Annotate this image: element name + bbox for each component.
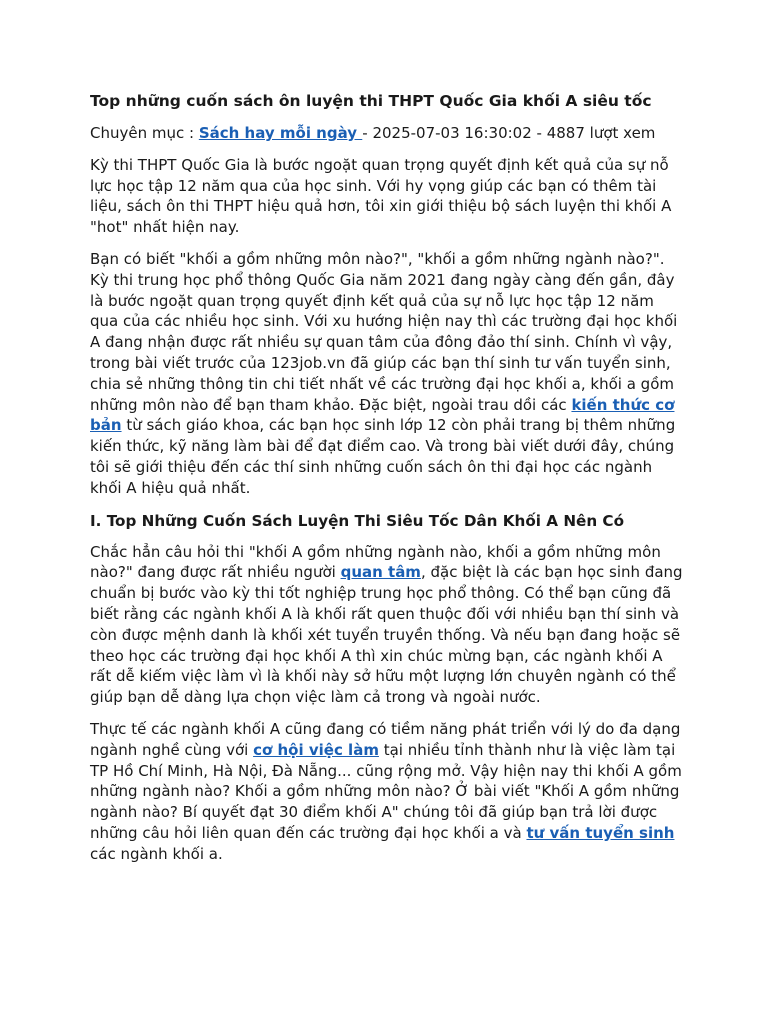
paragraph-3 [90, 542, 685, 708]
intro-paragraph: Kỳ thi THPT Quốc Gia là bước ngoặt quan trọng quyết định kết quả của sự nỗ lực học tập 12 năm qua của học sinh. Với hy vọng giúp các bạn có thêm tài liệu, sách ôn thi THPT hiệu quả hơn, tôi xin giới thiệu bộ sách luyện thi khối A "hot" nhất hiện nay. [90, 155, 672, 237]
paragraph-2 [90, 249, 685, 499]
article-title: Top những cuốn sách ôn luyện thi THPT Quốc Gia khối A siêu tốc [90, 92, 652, 110]
interest-link[interactable]: quan tâm [340, 563, 421, 582]
article-meta [90, 123, 685, 144]
section-1-heading: I. Top Những Cuốn Sách Luyện Thi Siêu Tốc Dân Khối A Nên Có [90, 511, 625, 530]
paragraph-4 [90, 719, 685, 865]
paragraph-2-text-1: Bạn có biết "khối a gồm những môn nào?", "khối a gồm những ngành nào?". Kỳ thi trung học phổ thông Quốc Gia năm 2021 đang ngày càng đến gần, đây là bước ngoặt quan trọng quyết định kết quả của sự nỗ lực học tập 12 năm qua của các nhiều học sinh. Với xu hướng hiện nay thì các trường đại học khối A đang nhận được rất nhiều sự quan tâm của đông đảo thí sinh. Chính vì vậy, trong bài viết trước của 123job.vn đã giúp các bạn thí sinh tư vấn tuyển sinh, chia sẻ những thông tin chi tiết nhất về các trường đại học khối a, khối a gồm những môn nào để bạn tham khảo. Đặc biệt, ngoài trau dồi các [90, 249, 678, 414]
category-label: Chuyên mục : [90, 124, 199, 142]
date-views: - 2025-07-03 16:30:02 - 4887 lượt xem [362, 124, 656, 142]
paragraph-4-text-1: Thực tế các ngành khối A cũng đang có tiềm năng phát triển với lý do đa dạng ngành nghề cùng với [90, 719, 681, 759]
job-opportunity-link[interactable]: cơ hội việc làm [253, 740, 379, 759]
paragraph-4-text-3: các ngành khối a. [90, 844, 223, 863]
paragraph-3-text-2: , đặc biệt là các bạn học sinh đang chuẩn bị bước vào kỳ thi tốt nghiệp trung học phổ thông. Có thể bạn cũng đã biết rằng các ngành khối A là khối rất quen thuộc đối với nhiều bạn thí sinh và còn được mệnh danh là khối xét tuyển truyền thống. Và nếu bạn đang hoặc sẽ theo học các trường đại học khối A thì xin chúc mừng bạn, các ngành khối A rất dễ kiếm việc làm vì là khối này sở hữu một lượng lớn chuyên ngành có thể giúp bạn dễ dàng lựa chọn việc làm cả trong và ngoài nước. [90, 563, 683, 707]
admission-consulting-link[interactable]: tư vấn tuyển sinh [526, 823, 675, 842]
paragraph-3-text-1: Chắc hẳn câu hỏi thi "khối A gồm những ngành nào, khối a gồm những môn nào?" đang được rất nhiều người [90, 542, 661, 582]
basic-knowledge-link[interactable]: kiến thức cơ bản [90, 395, 675, 435]
article [90, 90, 685, 876]
paragraph-2-text-2: từ sách giáo khoa, các bạn học sinh lớp 12 còn phải trang bị thêm những kiến thức, kỹ năng làm bài để đạt điểm cao. Và trong bài viết dưới đây, chúng tôi sẽ giới thiệu đến các thí sinh những cuốn sách ôn thi đại học các ngành khối A hiệu quả nhất. [90, 416, 676, 497]
category-link[interactable]: Sách hay mỗi ngày [198, 124, 363, 142]
paragraph-4-text-2: tại nhiều tỉnh thành như là việc làm tại TP Hồ Chí Minh, Hà Nội, Đà Nẵng... cũng rộng mở. Vậy hiện nay thi khối A gồm những ngành nào? Khối a gồm những môn nào? Ở bài viết "Khối A gồm những ngành nào? Bí quyết đạt 30 điểm khối A" chúng tôi đã giúp bạn trả lời được những câu hỏi liên quan đến các trường đại học khối a và [90, 740, 682, 842]
